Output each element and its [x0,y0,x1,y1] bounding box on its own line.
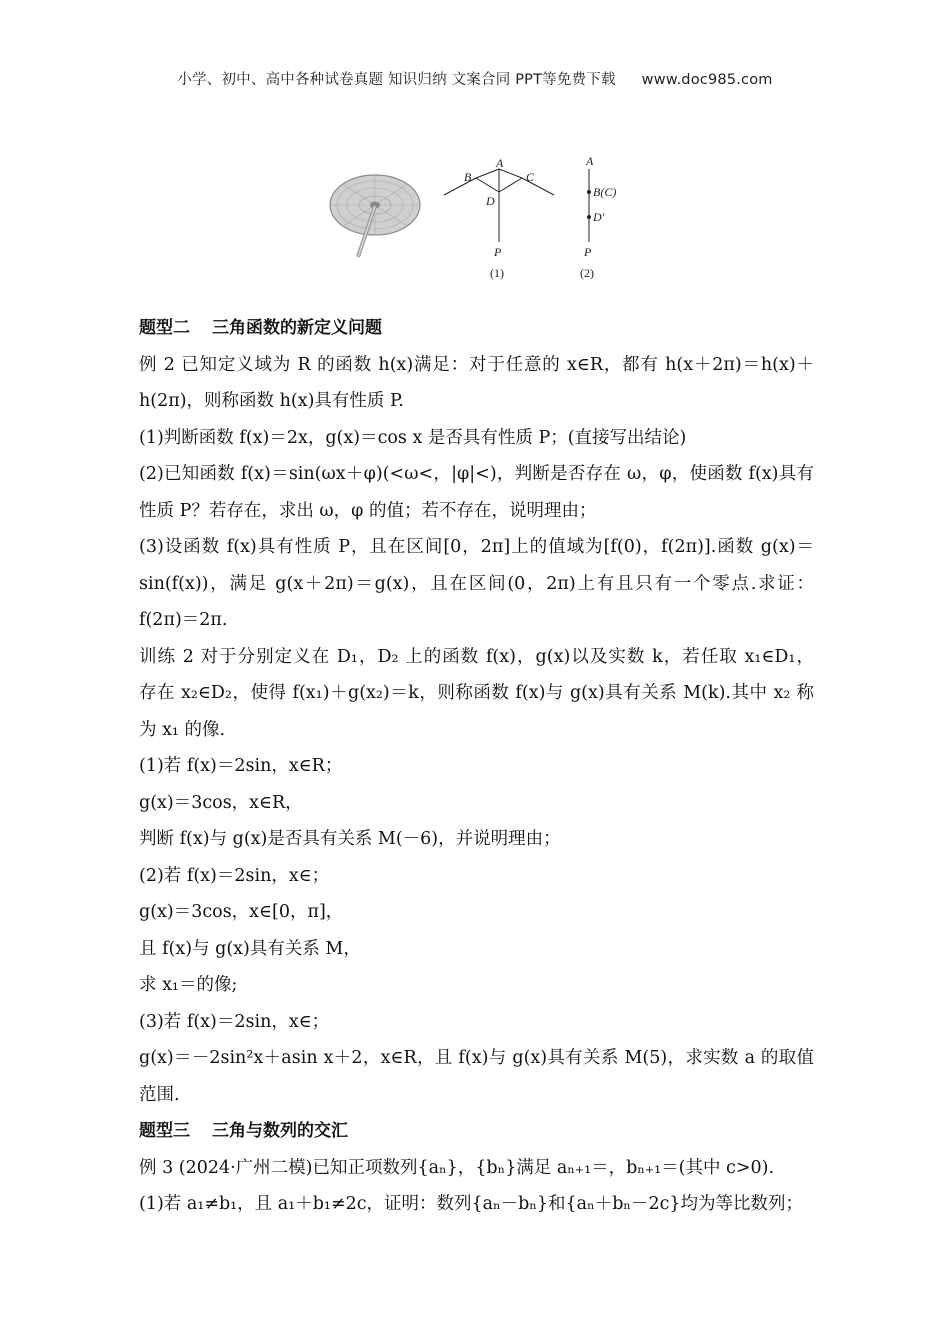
example-2-line: h(2π)，则称函数 h(x)具有性质 P. [139,391,404,411]
example-3-line: 例 3 (2024·广州二模)已知正项数列{aₙ}，{bₙ}满足 aₙ₊₁＝，bₙ₊₁＝(其中 c>0). [139,1157,775,1178]
example-2-question-2: (2)已知函数 f(x)＝sin(ωx＋φ)(<ω<，|φ|<)，判断是否存在 ω，φ，使函数 f(x)具有 [139,464,814,484]
label-D-prime: D′ [593,210,605,224]
example-2-question-3: (3)设函数 f(x)具有性质 P，且在区间[0，2π]上的值域为[f(0)，f(2π)].函数 g(x)＝ [139,537,814,557]
training-2-part-1: g(x)＝3cos，x∈R， [139,792,303,813]
caption-2: (2) [580,266,594,280]
label-A-2: A [586,154,594,168]
example-2-question-1: (1)判断函数 f(x)＝2x，g(x)＝cos x 是否具有性质 P；(直接写出结论) [139,427,687,448]
label-B: B [464,170,472,184]
training-2-part-2: g(x)＝3cos，x∈[0，π]， [139,902,344,922]
section-heading-2 [139,310,814,347]
training-2-line: 训练 2 对于分别定义在 D₁，D₂ 上的函数 f(x)，g(x)以及实数 k，若任取 x₁∈D₁， [139,646,814,667]
label-P-2: P [584,245,592,259]
label-P: P [494,245,502,259]
example-2-line: 例 2 已知定义域为 R 的函数 h(x)满足：对于任意的 x∈R，都有 h(x＋2π)＝h(x)＋ [139,354,814,375]
label-BC: B(C) [593,185,617,199]
label-A: A [496,156,504,170]
example-2-question-3-end: f(2π)＝2π. [139,610,228,630]
training-2-part-3: 范围. [139,1084,180,1105]
section-number: 题型三 [139,1121,190,1141]
training-2-part-1: 判断 f(x)与 g(x)是否具有关系 M(－6)，并说明理由； [139,829,561,849]
header-text: 小学、初中、高中各种试卷真题 知识归纳 文案合同 PPT等免费下载 [177,72,616,88]
label-C: C [526,170,535,184]
caption-1: (1) [490,266,504,280]
diagram-2 [587,169,591,242]
page-header [0,68,950,89]
label-D: D [486,194,495,208]
example-3-question-1: (1)若 a₁≠b₁，且 a₁＋b₁≠2c，证明：数列{aₙ－bₙ}和{aₙ＋bₙ－2c}均为等比数列； [139,1194,804,1214]
umbrella-figure [320,150,620,285]
section-title: 三角函数的新定义问题 [212,318,382,338]
training-2-part-1: (1)若 f(x)＝2sin，x∈R； [139,756,343,776]
training-2-part-2: 且 f(x)与 g(x)具有关系 M， [139,938,361,959]
training-2-line: 为 x₁ 的像. [139,719,226,740]
training-2-part-2: (2)若 f(x)＝2sin，x∈； [139,865,330,886]
document-body [139,310,814,1223]
umbrella-diagram [320,150,620,285]
section-number: 题型二 [139,318,190,338]
example-2-question-2-cont: 性质 P？若存在，求出 ω，φ 的值；若不存在，说明理由； [139,500,597,521]
diagram-1 [444,169,554,242]
training-2-part-2: 求 x₁＝的像; [139,975,238,995]
training-2-part-3: g(x)＝－2sin²x＋asin x＋2，x∈R，且 f(x)与 g(x)具有关系 M(5)，求实数 a 的取值 [139,1048,814,1068]
training-2-part-3: (3)若 f(x)＝2sin，x∈； [139,1011,330,1032]
example-2-question-3-cont: sin(f(x))，满足 g(x＋2π)＝g(x)，且在区间(0，2π)上有且只有一个零点.求证： [139,573,814,594]
section-heading-3 [139,1113,814,1150]
header-url: www.doc985.com [641,72,773,88]
section-title: 三角与数列的交汇 [212,1121,348,1141]
training-2-line: 存在 x₂∈D₂，使得 f(x₁)＋g(x₂)＝k，则称函数 f(x)与 g(x)具有关系 M(k).其中 x₂ 称 [139,683,814,703]
umbrella-photo [330,175,420,257]
